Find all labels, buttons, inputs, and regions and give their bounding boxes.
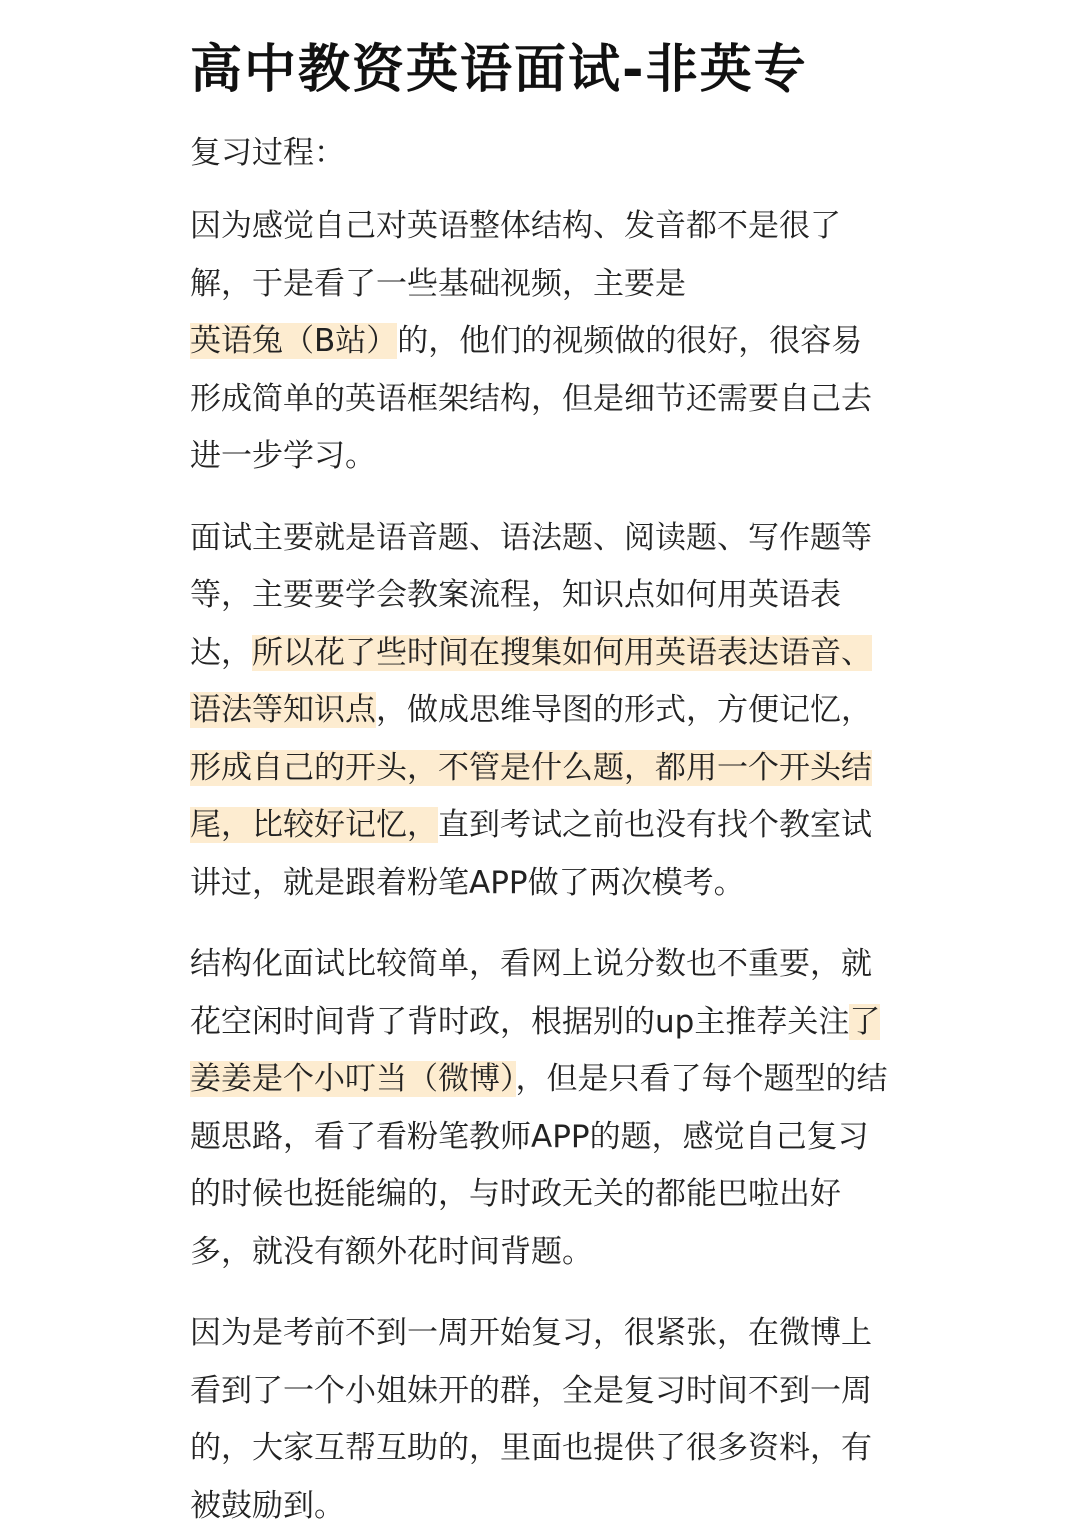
highlight-knowledge-points: 所以花了些时间在搜集如何用英语表达语音、语法等知识点 bbox=[190, 634, 872, 728]
paragraph-1 bbox=[190, 198, 890, 486]
highlight-english-rabbit: 英语兔（B站） bbox=[190, 323, 398, 359]
paragraph-4 bbox=[190, 1305, 890, 1535]
paragraph-2-text-b: ，做成思维导图的形式，方便记忆， bbox=[376, 692, 872, 728]
paragraph-3-text-a: 结构化面试比较简单，看网上说分数也不重要，就花空闲时间背了背时政，根据别的up主推荐关注 bbox=[190, 946, 872, 1040]
paragraph-1-text-a: 因为感觉自己对英语整体结构、发音都不是很了解，于是看了一些基础视频，主要是 bbox=[190, 208, 841, 302]
highlight-weibo-account: 了姜姜是个小叮当（微博） bbox=[190, 1003, 881, 1097]
section-label: 复习过程： bbox=[190, 135, 345, 171]
paragraph-3-text-b: ，但是只看了每个题型的结题思路，看了看粉笔教师APP的题，感觉自己复习的时候也挺能编的，与时政无关的都能巴啦出好多，就没有额外花时间背题。 bbox=[190, 1061, 888, 1270]
paragraph-2-text-a: 面试主要就是语音题、语法题、阅读题、写作题等等，主要要学会教案流程，知识点如何用英语表达， bbox=[190, 519, 872, 671]
paragraph-4-text-a: 因为是考前不到一周开始复习，很紧张，在微博上看到了一个小姐妹开的群，全是复习时间不到一周的，大家互帮互助的，里面也提供了很多资料，有被鼓励到。 bbox=[190, 1315, 872, 1524]
paragraph-1-text-b: 的，他们的视频做的很好，很容易形成简单的英语框架结构，但是细节还需要自己去进一步学习。 bbox=[190, 323, 872, 474]
paragraph-2 bbox=[190, 510, 890, 913]
highlight-opening-ending: 形成自己的开头，不管是什么题，都用一个开头结尾，比较好记忆， bbox=[190, 749, 872, 843]
paragraph-3 bbox=[190, 936, 890, 1281]
page-title: 高中教资英语面试-非英专 bbox=[190, 40, 808, 100]
paragraph-2-text-c: 直到考试之前也没有找个教室试讲过，就是跟着粉笔APP做了两次模考。 bbox=[190, 807, 872, 901]
